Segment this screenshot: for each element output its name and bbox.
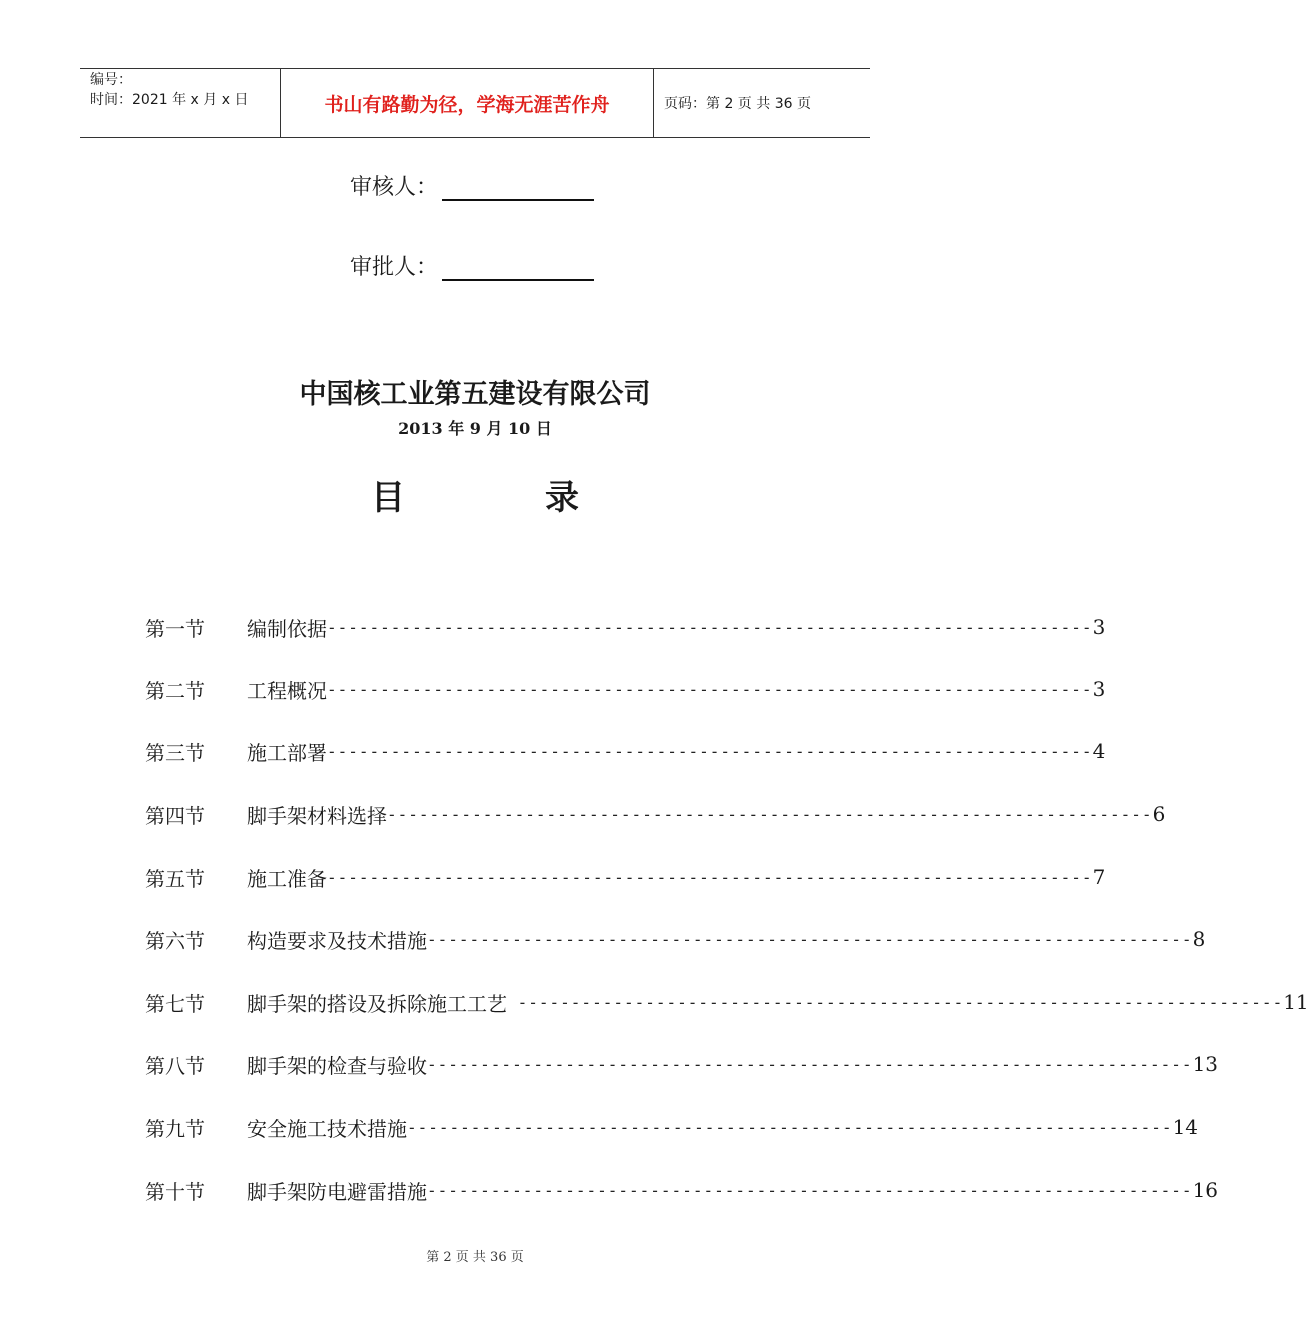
toc-leader: ------------------------------------------------------------------------	[387, 804, 1153, 824]
toc-item[interactable]	[145, 674, 1106, 704]
header-number-label: 编号：	[90, 72, 132, 88]
toc-section: 第一节	[145, 616, 205, 641]
toc-item[interactable]	[145, 924, 1206, 954]
reviewer-signature	[350, 170, 594, 201]
toc-section: 第六节	[145, 928, 205, 953]
toc-page: 3	[1092, 677, 1106, 701]
toc-page: 8	[1192, 927, 1206, 951]
approver-label: 审批人：	[350, 255, 439, 280]
page-footer: 第 2 页 共 36 页	[426, 1250, 524, 1265]
toc-item[interactable]	[145, 799, 1166, 829]
toc-page: 3	[1092, 615, 1106, 639]
reviewer-label: 审核人：	[350, 175, 439, 200]
toc-page: 14	[1172, 1115, 1199, 1139]
toc-leader: ------------------------------------------------------------------------	[427, 1180, 1193, 1200]
toc-leader: ------------------------------------------------------------------------	[407, 1117, 1173, 1137]
header-page-text: 页码：第 2 页 共 36 页	[664, 96, 811, 112]
company-name: 中国核工业第五建设有限公司	[299, 379, 651, 410]
toc-section: 第二节	[145, 678, 205, 703]
toc-section: 第十节	[145, 1179, 205, 1204]
toc-leader: ------------------------------------------------------------------------	[327, 617, 1093, 637]
toc-leader: ------------------------------------------------------------------------	[427, 1054, 1193, 1074]
toc-section: 第九节	[145, 1116, 205, 1141]
toc-section: 第三节	[145, 740, 205, 765]
approver-line	[442, 255, 594, 281]
toc-title-char-2: 录	[545, 478, 579, 518]
toc-title-text: 脚手架材料选择	[247, 803, 387, 828]
document-date: 2013 年 9 月 10 日	[398, 419, 552, 438]
toc-section: 第四节	[145, 803, 205, 828]
toc-item[interactable]	[145, 987, 1309, 1017]
toc-title-text: 构造要求及技术措施	[247, 928, 427, 953]
toc-item[interactable]	[145, 1112, 1199, 1142]
toc-page: 13	[1192, 1052, 1219, 1076]
toc-title-text: 脚手架防电避雷措施	[247, 1179, 427, 1204]
toc-title-char-1: 目	[371, 478, 405, 518]
toc-section: 第五节	[145, 866, 205, 891]
header-meta	[80, 69, 281, 137]
toc-title	[0, 470, 950, 519]
toc-page: 6	[1152, 802, 1166, 826]
toc-page: 4	[1092, 739, 1106, 763]
toc-title-text: 施工部署	[247, 740, 327, 765]
approver-signature	[350, 250, 594, 281]
reviewer-line	[442, 175, 594, 201]
toc-leader: ------------------------------------------------------------------------	[427, 929, 1193, 949]
header-page-info	[654, 69, 870, 137]
header-motto: 书山有路勤为径，学海无涯苦作舟	[281, 69, 654, 137]
toc-item[interactable]	[145, 1049, 1219, 1079]
toc-item[interactable]	[145, 1175, 1219, 1205]
toc-leader: ------------------------------------------------------------------------	[327, 867, 1093, 887]
toc-page: 7	[1092, 865, 1106, 889]
toc-section: 第七节	[145, 991, 205, 1016]
toc-leader: ------------------------------------------------------------------------	[327, 741, 1093, 761]
toc-leader: ------------------------------------------------------------------------	[327, 679, 1093, 699]
toc-title-text: 脚手架的检查与验收	[247, 1053, 427, 1078]
toc-title-text: 编制依据	[247, 616, 327, 641]
toc-title-text: 施工准备	[247, 866, 327, 891]
toc-item[interactable]	[145, 612, 1106, 642]
header-time: 时间：2021 年 x 月 x 日	[90, 92, 249, 108]
toc-item[interactable]	[145, 862, 1106, 892]
toc-leader: ------------------------------------------------------------------------	[507, 992, 1284, 1012]
toc-title-text: 脚手架的搭设及拆除施工工艺	[247, 991, 507, 1016]
toc-title-text: 工程概况	[247, 678, 327, 703]
toc-section: 第八节	[145, 1053, 205, 1078]
toc-item[interactable]	[145, 736, 1106, 766]
page-header	[80, 68, 870, 138]
toc-page: 16	[1192, 1178, 1219, 1202]
toc-title-text: 安全施工技术措施	[247, 1116, 407, 1141]
toc-page: 11	[1283, 990, 1309, 1014]
